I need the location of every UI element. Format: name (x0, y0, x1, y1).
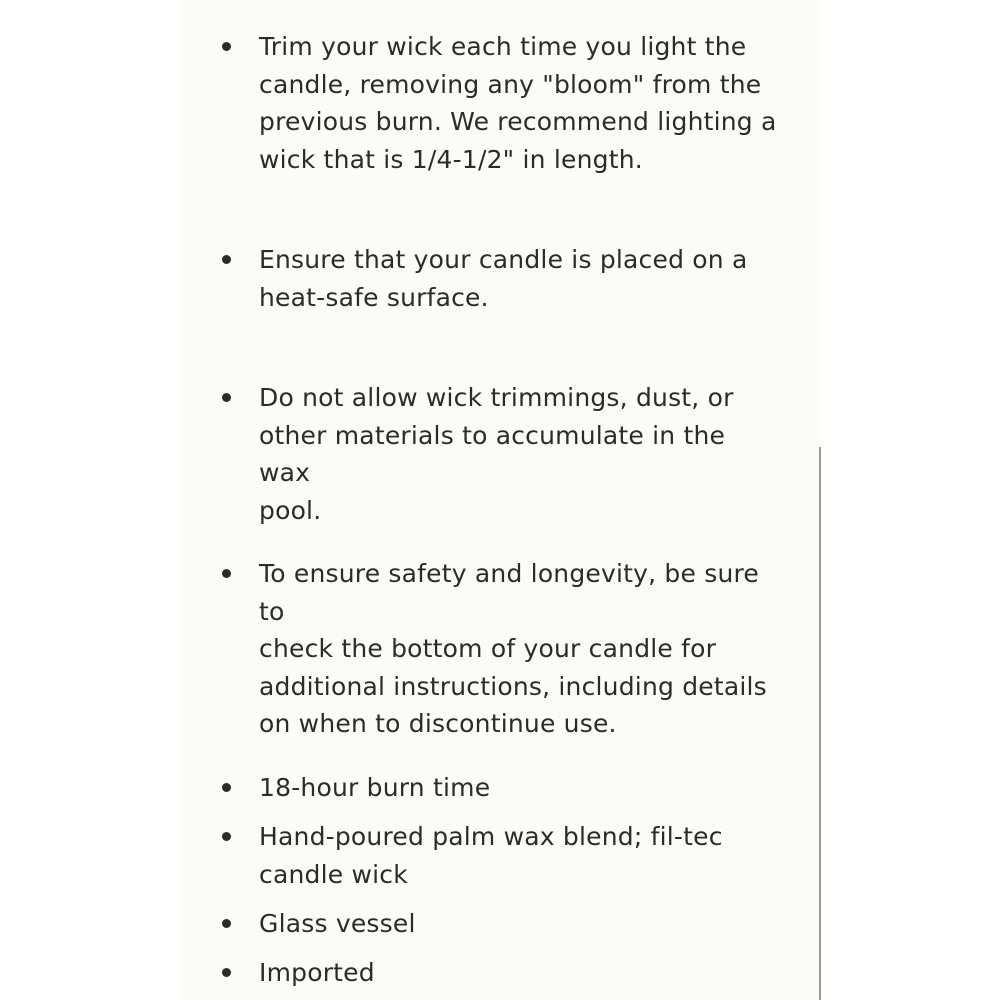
bullet-icon (222, 968, 231, 977)
bullet-icon (222, 919, 231, 928)
bullet-icon (222, 393, 231, 402)
bullet-icon (222, 42, 231, 51)
list-item (222, 555, 782, 743)
list-item-text: Do not allow wick trimmings, dust, or other materials to accumulate in the wax pool. (259, 383, 734, 525)
list-item (222, 241, 782, 316)
list-item (222, 954, 782, 992)
list-item-text: Trim your wick each time you light the candle, removing any "bloom" from the previous burn. We recommend lighting a wick that is 1/4-1/2" in length. (259, 32, 777, 174)
list-item (222, 769, 782, 807)
list-item (222, 818, 782, 893)
bullet-icon (222, 832, 231, 841)
bullet-icon (222, 783, 231, 792)
list-item-text: Ensure that your candle is placed on a heat-safe surface. (259, 245, 748, 312)
list-item (222, 905, 782, 943)
bullet-icon (222, 255, 231, 264)
scrollbar[interactable] (819, 447, 821, 1000)
list-item-text: 18-hour burn time (259, 773, 491, 802)
list-item (222, 28, 782, 178)
bullet-icon (222, 569, 231, 578)
list-item-text: Imported (259, 958, 375, 987)
list-item (222, 379, 782, 529)
list-item-text: Glass vessel (259, 909, 416, 938)
list-item-text: To ensure safety and longevity, be sure to check the bottom of your candle for additional instructions, including details on when to discontinue use. (259, 559, 767, 738)
list-item-text: Hand-poured palm wax blend; fil-tec candle wick (259, 822, 723, 889)
